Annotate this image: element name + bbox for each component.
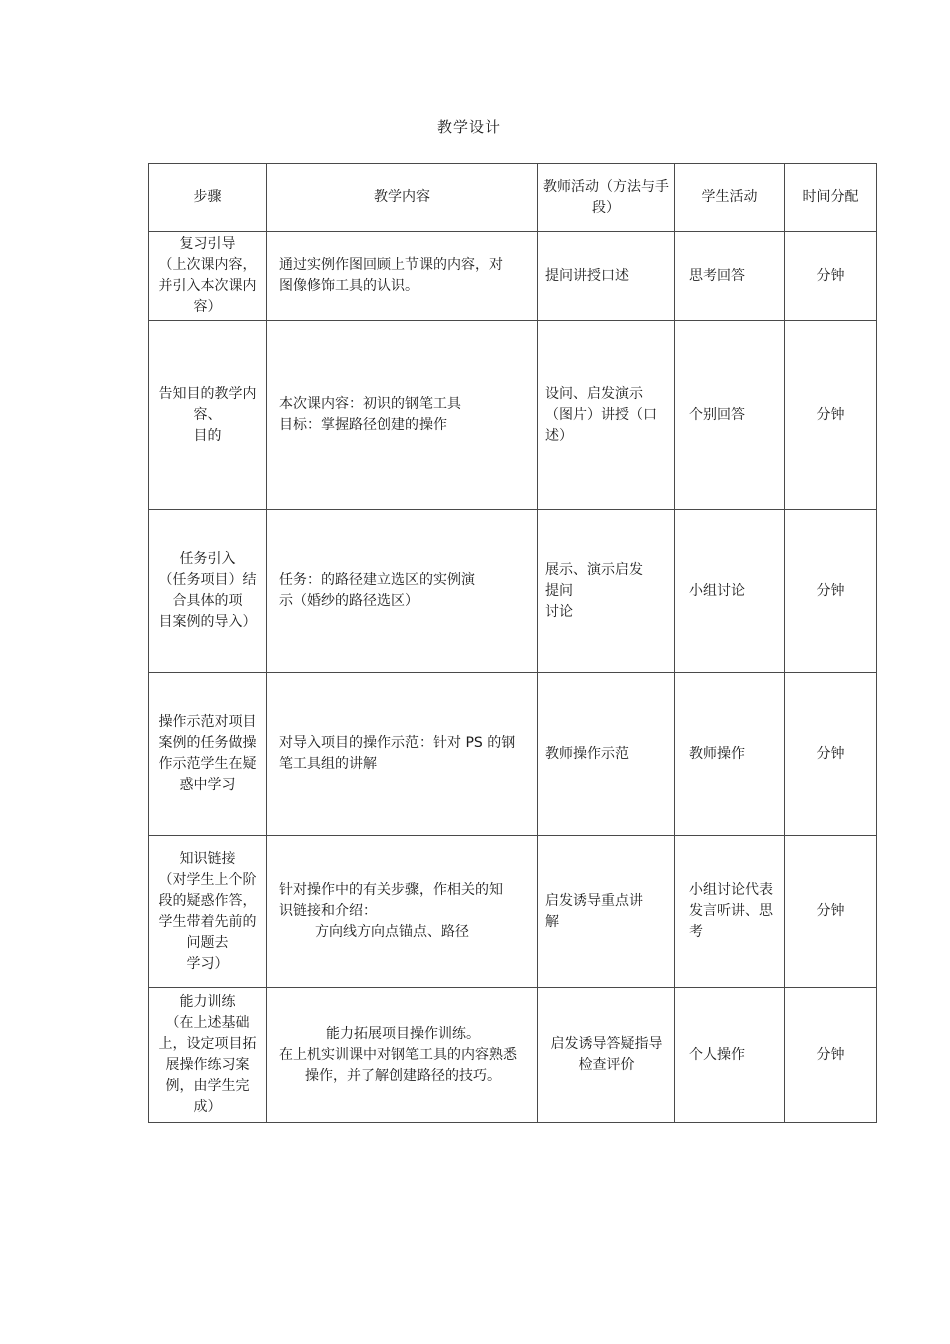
teacher-activity-cell [538,836,675,988]
content-cell [267,836,538,988]
step-cell-line: 复习引导 [179,236,236,252]
content-cell-line: 识链接和介绍： [279,903,377,919]
teacher-activity-cell-line: 述） [545,427,573,444]
step-cell-line: 合具体的项 [172,593,243,609]
table-row [149,673,877,836]
time-cell: 分钟 [785,232,877,321]
teacher-activity-cell-line: 设问、启发演示 [545,385,643,402]
teacher-activity-cell-line: 解 [545,913,559,930]
step-cell-line: 告知目的教学内 [158,385,257,402]
step-cell-line: 展操作练习案 [165,1057,250,1073]
table-row [149,988,877,1123]
content-cell-line: 本次课内容：初识的钢笔工具 [279,396,461,412]
step-cell-line: 知识链接 [179,850,236,867]
teacher-activity-cell [538,673,675,836]
step-cell-line: 作示范学生在疑 [158,756,257,772]
table-row [149,232,877,321]
step-cell [149,321,267,510]
teacher-activity-cell [538,321,675,510]
step-cell-line: 目案例的导入） [158,614,257,630]
step-cell-line: 案例的任务做操 [158,735,257,751]
header-teacher-text: 教师活动（方法与手段） [543,178,669,216]
student-activity-cell [675,510,785,673]
step-cell-line: 容、 [193,406,222,423]
step-cell-line: 学习） [186,955,229,972]
content-cell-line: 方向线方向点锚点、路径 [315,924,469,940]
teacher-activity-cell-line: 提问讲授口述 [545,267,629,284]
step-cell [149,510,267,673]
time-cell: 分钟 [785,673,877,836]
teacher-activity-cell-line: （图片）讲授（口 [545,406,657,423]
teacher-activity-cell [538,988,675,1123]
content-cell-line: 任务：的路径建立选区的实例演 [279,572,475,588]
table-row [149,836,877,988]
header-step: 步骤 [149,164,267,232]
step-cell-line: （上次课内容， [158,257,257,273]
header-content: 教学内容 [267,164,538,232]
step-cell [149,988,267,1123]
student-activity-cell-line: 思考回答 [689,267,745,284]
student-activity-cell-line: 个人操作 [689,1046,745,1063]
content-cell [267,510,538,673]
student-activity-cell [675,321,785,510]
student-activity-cell [675,232,785,321]
student-activity-cell-line: 小组讨论 [689,582,745,599]
content-cell-line: 目标：掌握路径创建的操作 [279,417,447,433]
teacher-activity-cell-line: 启发诱导答疑指导 [550,1036,663,1052]
student-activity-cell [675,673,785,836]
content-cell-line: 示（婚纱的路径选区） [279,593,419,609]
header-teacher-activity [538,164,675,232]
content-cell [267,673,538,836]
step-cell-line: 并引入本次课内 [158,278,257,294]
step-cell-line: 段的疑惑作答， [158,892,257,909]
content-cell-line: 笔工具组的讲解 [279,756,377,772]
student-activity-cell-line: 教师操作 [689,745,745,762]
table-body [149,164,877,1123]
step-cell-line: 上，设定项目拓 [158,1036,257,1052]
step-cell-line: 操作示范对项目 [158,714,257,730]
teacher-activity-cell-line: 检查评价 [578,1057,635,1073]
content-cell-line: 通过实例作图回顾上节课的内容，对 [279,257,503,273]
teacher-activity-cell [538,232,675,321]
teacher-activity-cell-line: 启发诱导重点讲 [545,892,643,909]
step-cell-line: 能力训练 [179,994,236,1010]
lesson-plan-table [148,163,877,1123]
step-cell [149,232,267,321]
student-activity-cell-line: 小组讨论代表 [689,882,773,898]
teacher-activity-cell-line: 展示、演示启发 [545,561,643,578]
step-cell [149,836,267,988]
table-header-row [149,164,877,232]
student-activity-cell-line: 个别回答 [689,406,745,423]
content-cell [267,232,538,321]
content-cell-line: 针对操作中的有关步骤，作相关的知 [279,882,503,898]
step-cell-line: 成） [193,1099,222,1115]
step-cell-line: 例，由学生完 [165,1078,250,1094]
time-cell: 分钟 [785,988,877,1123]
student-activity-cell [675,836,785,988]
teacher-activity-cell-line: 教师操作示范 [545,745,629,762]
student-activity-cell-line: 考 [689,924,703,940]
content-cell-line: 操作，并了解创建路径的技巧。 [305,1067,501,1084]
teacher-activity-cell-line: 讨论 [545,603,573,620]
table-row [149,510,877,673]
content-cell-line: 对导入项目的操作示范：针对 PS 的钢 [279,735,516,751]
content-cell-line: 能力拓展项目操作训练。 [326,1025,480,1042]
step-cell-line: （任务项目）结 [158,572,257,588]
time-cell: 分钟 [785,321,877,510]
step-cell-line: （在上述基础 [165,1015,250,1031]
time-cell: 分钟 [785,510,877,673]
table-row [149,321,877,510]
header-student-activity: 学生活动 [675,164,785,232]
content-cell [267,988,538,1123]
step-cell-line: 容） [193,299,222,315]
content-cell-line: 在上机实训课中对钢笔工具的内容熟悉 [279,1046,517,1063]
time-cell: 分钟 [785,836,877,988]
content-cell-line: 图像修饰工具的认识。 [279,278,419,294]
header-time: 时间分配 [785,164,877,232]
step-cell-line: 学生带着先前的 [158,913,257,930]
step-cell-line: 惑中学习 [179,777,236,793]
teacher-activity-cell-line: 提问 [545,582,573,599]
step-cell-line: 目的 [193,427,222,444]
step-cell-line: 问题去 [186,934,229,951]
step-cell-line: （对学生上个阶 [158,871,257,888]
teacher-activity-cell [538,510,675,673]
document-title: 教学设计 [436,118,501,136]
student-activity-cell [675,988,785,1123]
step-cell-line: 任务引入 [179,551,236,567]
student-activity-cell-line: 发言听讲、思 [689,903,773,919]
step-cell [149,673,267,836]
content-cell [267,321,538,510]
